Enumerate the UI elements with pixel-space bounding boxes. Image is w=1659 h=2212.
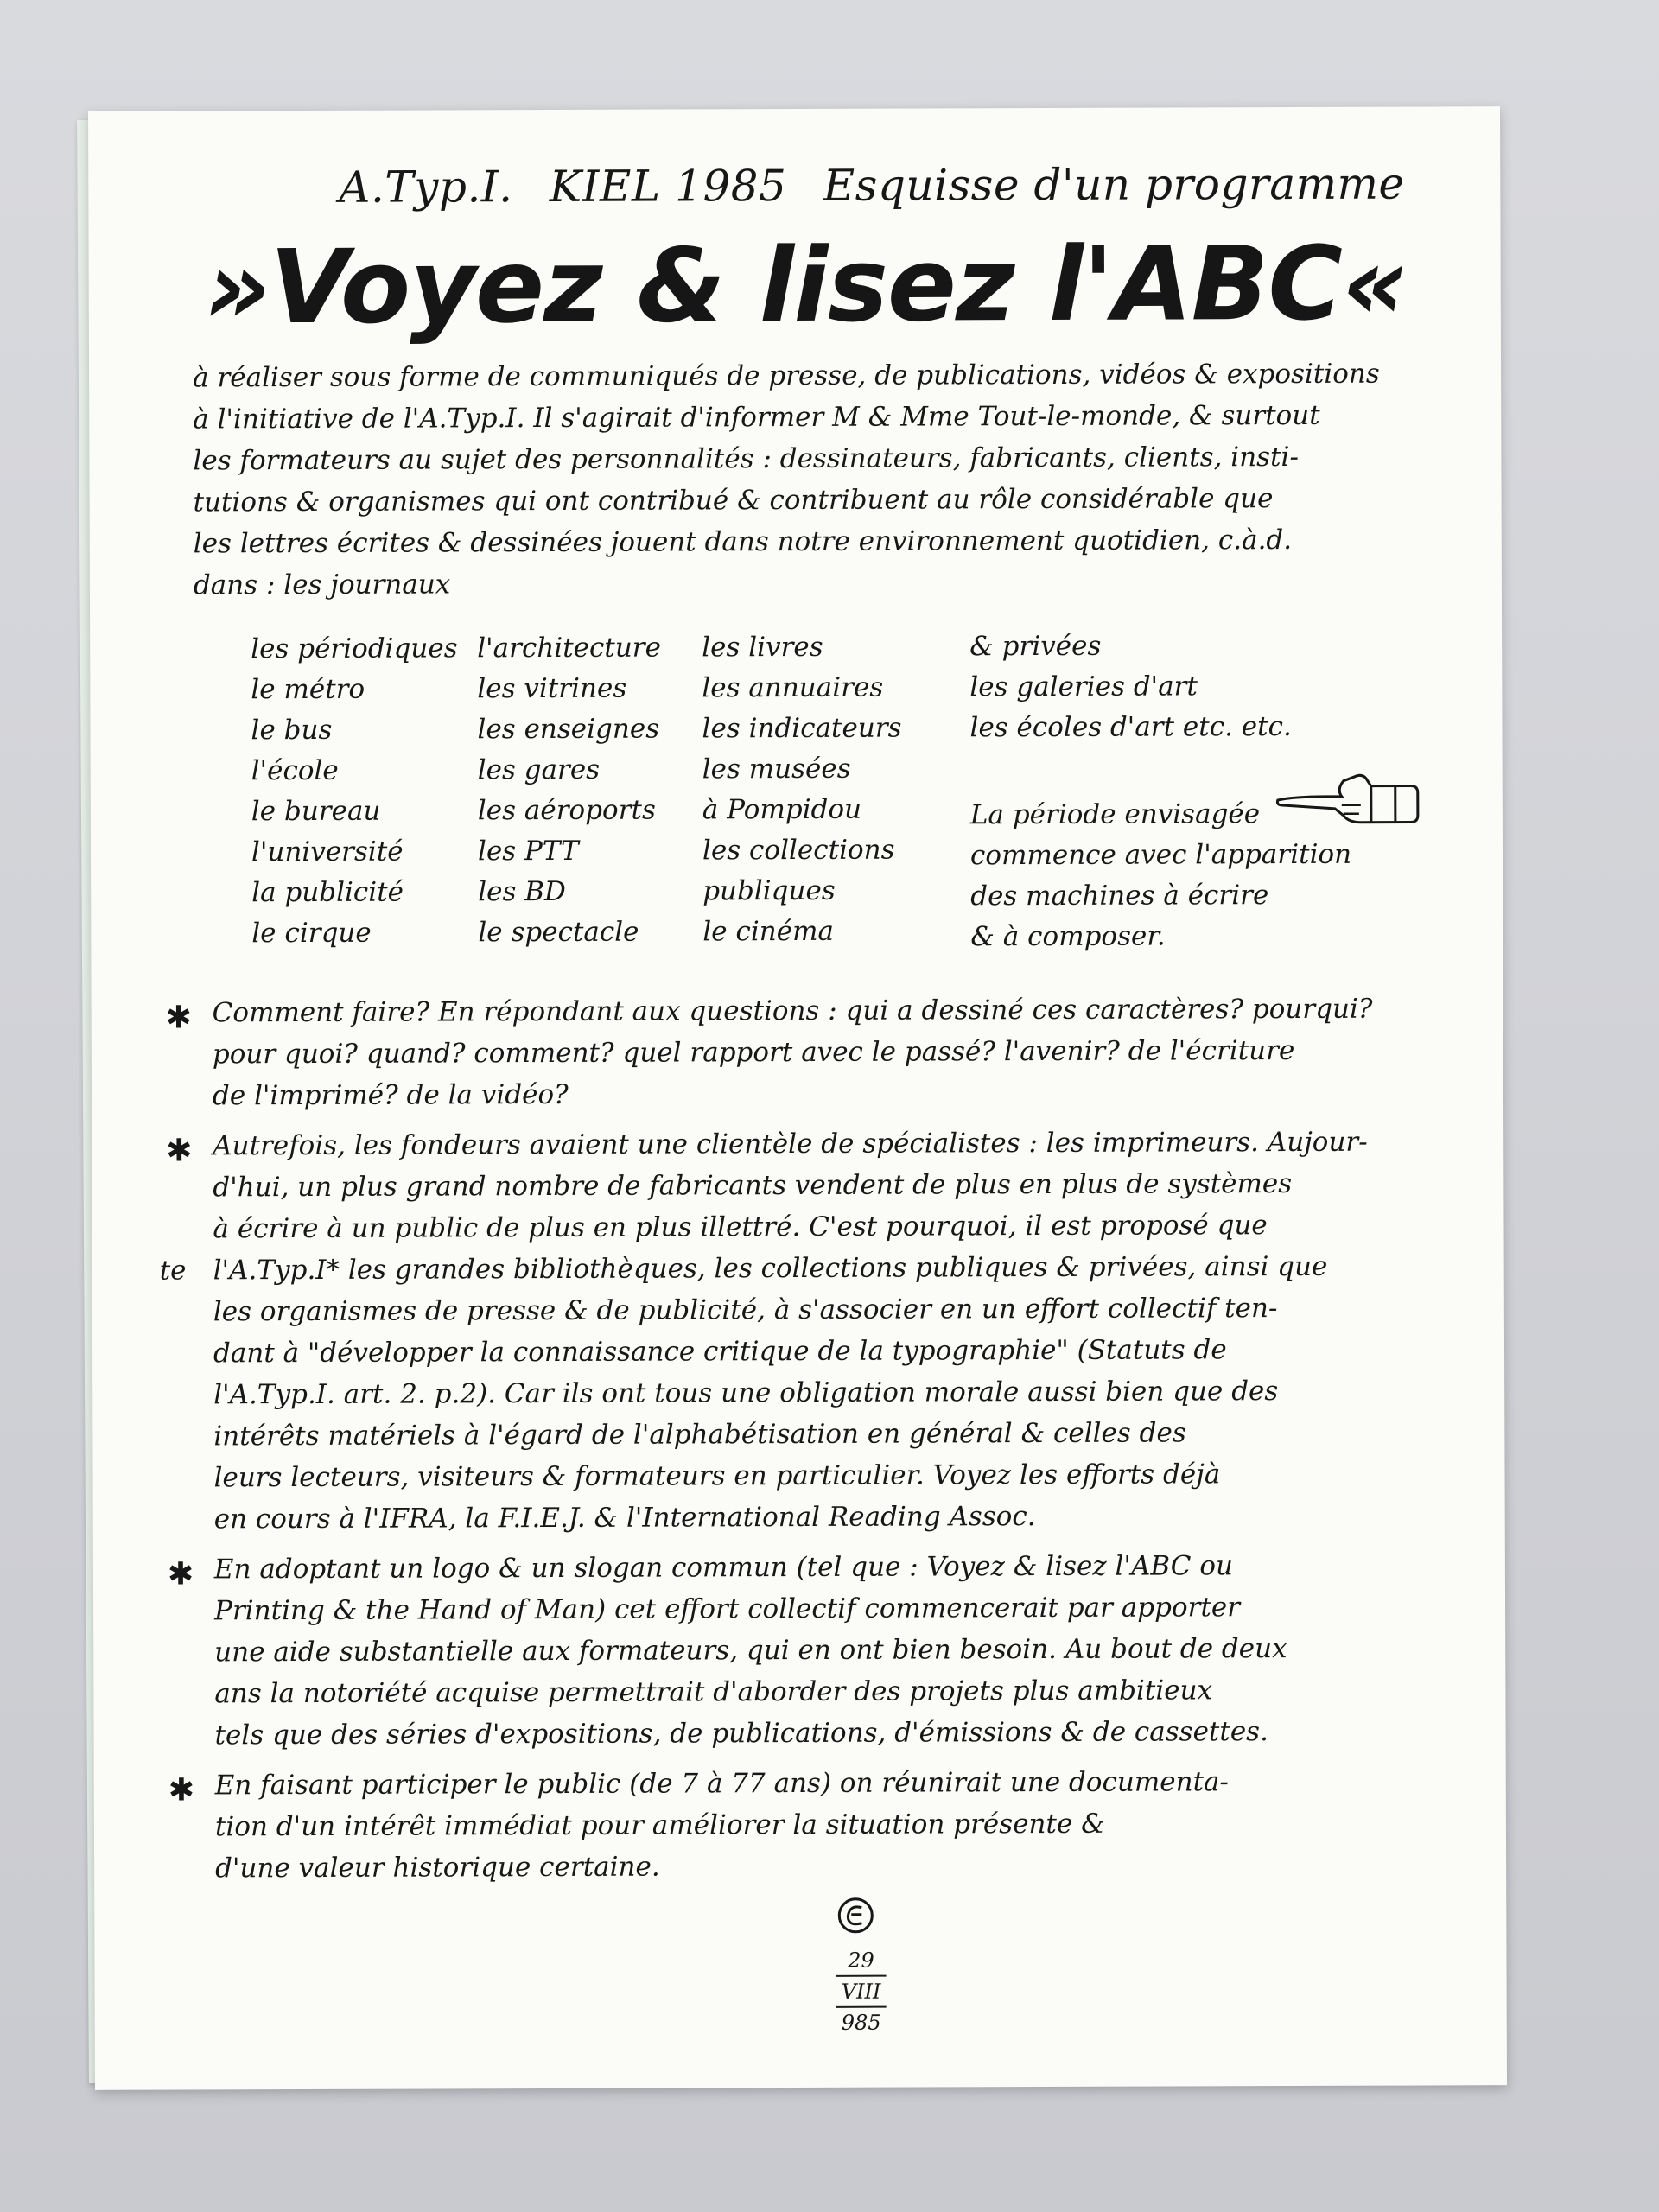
list-item — [163, 1760, 1494, 1889]
bullet-line: leurs lecteurs, visiteurs & formateurs en particulier. Voyez les efforts déjà — [213, 1459, 1221, 1494]
bullet-line: Comment faire? En répondant aux questions : qui a dessiné ces caractères? pourqui? — [212, 993, 1373, 1029]
bullet-line: d'hui, un plus grand nombre de fabricants vendent de plus en plus de systèmes — [213, 1168, 1293, 1204]
bullet-line: d'une valeur historique certaine. — [215, 1851, 660, 1885]
list-item: l'architecture — [477, 632, 661, 664]
bullet-line: En faisant participer le public (de 7 à 77 ans) on réunirait une documenta- — [214, 1766, 1230, 1802]
list-item: les indicateurs — [702, 712, 902, 745]
list-item: les gares — [477, 753, 601, 786]
period-note-line: & à composer. — [970, 920, 1166, 953]
intro-line: à l'initiative de l'A.Typ.I. Il s'agirait d'informer M & Mme Tout-le-monde, & surtout — [193, 399, 1320, 435]
header-subtitle: Esquisse d'un programme — [823, 158, 1405, 211]
signature-date — [823, 1948, 898, 2036]
bullet-line: une aide substantielle aux formateurs, qui en ont bien besoin. Au bout de deux — [214, 1633, 1287, 1669]
list-item: les collections — [702, 834, 895, 867]
bullet-line: ans la notoriété acquise permettrait d'aborder des projets plus ambitieux — [214, 1675, 1213, 1710]
date-day: 29 — [848, 1948, 874, 1973]
list-item: les écoles d'art etc. etc. — [969, 711, 1292, 744]
bullet-line: Autrefois, les fondeurs avaient une clientèle de spécialistes : les imprimeurs. Aujour- — [213, 1126, 1368, 1162]
list-item — [162, 1544, 1494, 1756]
list-item: les PTT — [477, 835, 579, 868]
list-item: les aéroports — [477, 794, 656, 827]
list-item: les périodiques — [251, 632, 458, 665]
places-column-3 — [702, 627, 902, 953]
bullet-line — [159, 1245, 1492, 1291]
intro-line: dans : les journaux — [193, 569, 451, 601]
header-org: A.Typ.I. — [339, 162, 513, 213]
list-item: le cirque — [251, 917, 372, 950]
places-column-2 — [477, 628, 662, 954]
list-item: publiques — [702, 874, 836, 907]
list-item: les livres — [702, 631, 823, 664]
list-item: à Pompidou — [702, 793, 862, 826]
list-item: les galeries d'art — [969, 671, 1198, 703]
list-item — [161, 1121, 1493, 1540]
signature-monogram-icon — [836, 1896, 875, 1936]
period-note-line: commence avec l'apparition — [969, 838, 1352, 872]
header-place-year: KIEL 1985 — [549, 161, 787, 212]
bullet-line: l'A.Typ.I. art. 2. p.2). Car ils ont tous une obligation morale aussi bien que des — [213, 1376, 1279, 1411]
asterisk-icon: ✱ — [168, 1772, 195, 1808]
period-note-line: des machines à écrire — [970, 880, 1269, 912]
list-item: la publicité — [251, 876, 404, 909]
margin-note: te — [159, 1255, 187, 1287]
bullet-line: les organismes de presse & de publicité, à s'associer en un effort collectif ten- — [213, 1293, 1278, 1328]
list-item: les enseignes — [477, 713, 660, 746]
intro-line: les formateurs au sujet des personnalités : dessinateurs, fabricants, clients, insti- — [193, 441, 1299, 477]
bullet-line: de l'imprimé? de la vidéo? — [212, 1078, 569, 1112]
list-item: le spectacle — [478, 916, 639, 949]
bullet-line: dant à "développer la connaissance critique de la typographie" (Statuts de — [213, 1334, 1227, 1370]
list-item — [161, 988, 1491, 1116]
places-column-1 — [251, 628, 459, 954]
list-item: le cinéma — [702, 915, 834, 948]
bullet-line: Printing & the Hand of Man) cet effort collectif commencerait par apporter — [214, 1592, 1241, 1627]
bullet-line: tels que des séries d'expositions, de publications, d'émissions & de cassettes. — [214, 1716, 1268, 1751]
list-item: les vitrines — [477, 672, 627, 705]
list-item: le métro — [251, 673, 365, 706]
date-year: 985 — [841, 2010, 881, 2035]
bullet-line: En adoptant un logo & un slogan commun (tel que : Voyez & lisez l'ABC ou — [213, 1550, 1233, 1586]
list-item: l'école — [251, 754, 339, 787]
list-item: le bus — [251, 714, 333, 747]
period-note-line: La période envisagée — [969, 798, 1261, 831]
bullet-line: pour quoi? quand? comment? quel rapport avec le passé? l'avenir? de l'écriture — [212, 1034, 1295, 1071]
bullet-line: intérêts matériels à l'égard de l'alphabétisation en général & celles des — [213, 1417, 1186, 1452]
asterisk-icon: ✱ — [167, 1556, 194, 1592]
list-item: l'université — [251, 836, 404, 868]
intro-line: à réaliser sous forme de communiqués de presse, de publications, vidéos & expositions — [193, 358, 1380, 394]
list-item: & privées — [969, 630, 1102, 663]
page-title: »Voyez & lisez l'ABC« — [204, 223, 1408, 347]
list-item: les annuaires — [702, 671, 884, 704]
intro-line: tutions & organismes qui ont contribué & contribuent au rôle considérable que — [193, 483, 1274, 518]
bullet-line: à écrire à un public de plus en plus illettré. C'est pourquoi, il est proposé que — [213, 1210, 1268, 1245]
list-item: les musées — [702, 753, 851, 785]
bullet-line: en cours à l'IFRA, la F.I.E.J. & l'International Reading Assoc. — [213, 1501, 1036, 1535]
signature-block — [823, 1896, 902, 2043]
intro-paragraph — [193, 353, 1464, 606]
asterisk-icon: ✱ — [165, 1000, 192, 1036]
date-month: VIII — [841, 1979, 881, 2004]
asterisk-icon: ✱ — [166, 1133, 193, 1169]
document-header — [339, 158, 1427, 212]
list-item: le bureau — [251, 795, 381, 828]
bullet-line-text: l'A.Typ.I* les grandes bibliothèques, les collections publiques & privées, ainsi que — [213, 1250, 1328, 1287]
list-item: les BD — [478, 875, 566, 908]
document-page — [88, 106, 1507, 2090]
bullet-line: tion d'un intérêt immédiat pour améliorer la situation présente & — [214, 1808, 1105, 1843]
bullet-list — [161, 988, 1495, 1897]
intro-line: les lettres écrites & dessinées jouent dans notre environnement quotidien, c.à.d. — [193, 524, 1293, 560]
pointing-hand-icon — [1274, 770, 1421, 831]
